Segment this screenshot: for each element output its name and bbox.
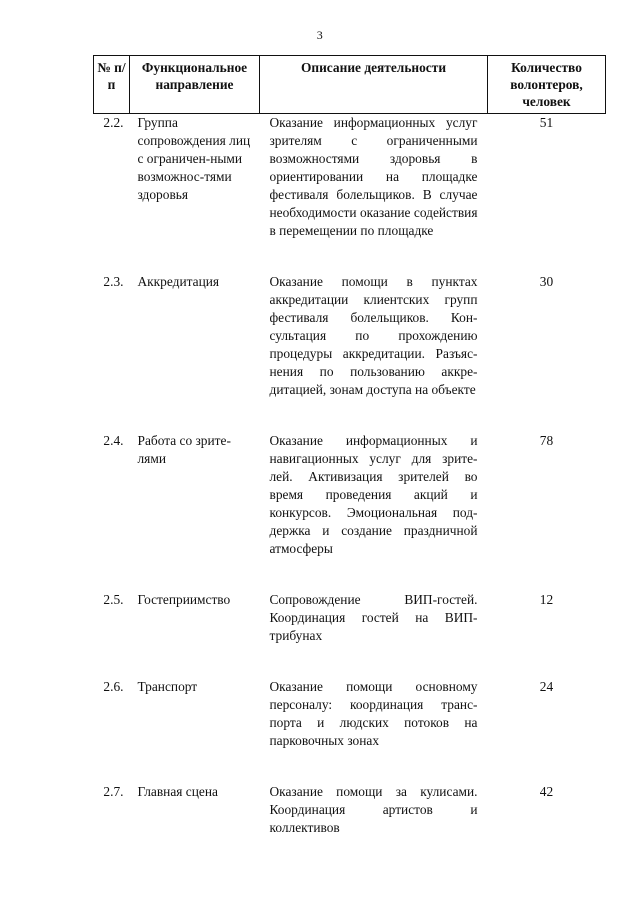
header-count: Количество волонтеров, человек [488, 56, 606, 114]
row-direction: Работа со зрите-лями [137, 433, 231, 466]
row-description: Оказание информационных услуг зрителям с ограниченными возможностями здоровья в ориентировании на площадке фестиваля болельщиков. В случае необходимости оказание содействия в перемещении по площадке [269, 115, 478, 238]
row-count: 42 [539, 784, 554, 799]
table-row [94, 591, 606, 645]
row-direction: Главная сцена [137, 784, 218, 799]
row-description: Оказание информационных и навигационных услуг для зрите-лей. Активизация зрителей во время проведения акций и конкурсов. Эмоциональная под-держка и создание праздничной атмосферы [269, 433, 478, 556]
row-number: 2.2. [103, 115, 124, 130]
row-count: 30 [539, 274, 554, 289]
row-direction: Аккредитация [137, 274, 220, 289]
row-number: 2.4. [103, 433, 124, 448]
row-direction: Транспорт [137, 679, 198, 694]
row-description: Оказание помощи основному персоналу: координация транс-порта и людских потоков на парковочных зонах [269, 679, 478, 748]
row-direction: Группа сопровождения лиц с ограничен-ными возможнос-тями здоровья [137, 115, 251, 202]
header-description: Описание деятельности [260, 56, 488, 114]
row-number: 2.7. [103, 784, 124, 799]
table-row [94, 273, 606, 399]
row-number: 2.3. [103, 274, 124, 289]
table-row [94, 114, 606, 241]
table-row [94, 783, 606, 837]
row-number: 2.6. [103, 679, 124, 694]
row-gap [94, 750, 606, 783]
table-row [94, 678, 606, 750]
row-description: Сопровождение ВИП-гостей. Координация гостей на ВИП-трибунах [269, 592, 478, 643]
row-gap [94, 558, 606, 591]
row-count: 78 [539, 433, 554, 448]
table-row [94, 432, 606, 558]
header-number: № п/п [94, 56, 130, 114]
row-direction: Гостеприимство [137, 592, 231, 607]
row-gap [94, 645, 606, 678]
page-number: 3 [316, 28, 324, 42]
row-description: Оказание помощи в пунктах аккредитации клиентских групп фестиваля болельщиков. Кон-сультация по прохождению процедуры аккредитации. Разъяс-нения по пользованию аккре-дитацией, зонам доступа на объекте [269, 274, 478, 397]
volunteer-table [93, 55, 606, 837]
table-header [94, 56, 606, 114]
row-description: Оказание помощи за кулисами. Координация артистов и коллективов [269, 784, 478, 835]
row-count: 12 [539, 592, 554, 607]
row-count: 24 [539, 679, 554, 694]
row-number: 2.5. [103, 592, 124, 607]
header-direction: Функциональное направление [130, 56, 260, 114]
row-gap [94, 240, 606, 273]
row-gap [94, 399, 606, 432]
row-count: 51 [539, 115, 554, 130]
